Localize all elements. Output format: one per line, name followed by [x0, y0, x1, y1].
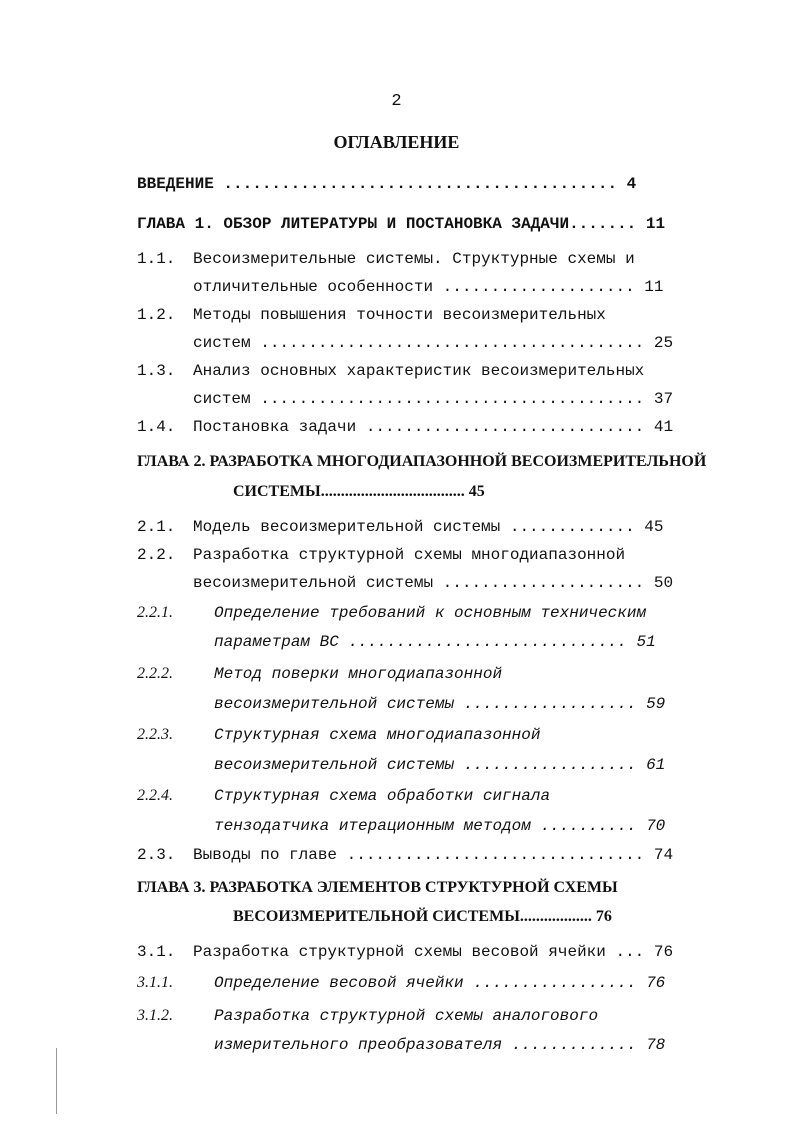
toc-entry-line — [0, 903, 793, 931]
toc-entry-text: Разработка структурной схемы аналогового — [214, 1007, 599, 1025]
toc-entry-line — [0, 541, 793, 569]
toc-entry-number: 2.3. — [137, 846, 176, 864]
toc-entry-text: Весоизмерительные системы. Структурные схемы и — [193, 250, 635, 268]
toc-entry-text: Разработка структурной схемы весовой ячейки ... 76 — [193, 943, 674, 961]
toc-entry-text: весоизмерительной системы ..................... 50 — [193, 574, 674, 592]
toc-entry-text: Постановка задачи ............................. 41 — [193, 418, 674, 436]
toc-entry-line — [0, 170, 793, 198]
toc-entry-text: ГЛАВА 3. РАЗРАБОТКА ЭЛЕМЕНТОВ СТРУКТУРНОЙ СХЕМЫ — [137, 879, 618, 896]
toc-entry-line — [0, 1031, 793, 1059]
toc-entry-line — [0, 385, 793, 413]
toc-entry-line — [0, 782, 793, 810]
toc-entry-text: ВЕСОИЗМЕРИТЕЛЬНОЙ СИСТЕМЫ.................. 76 — [233, 908, 612, 925]
toc-entry-text: весоизмерительной системы .................. 59 — [214, 695, 666, 713]
toc-entry-text: Метод поверки многодиапазонной — [214, 665, 503, 683]
toc-entry-text: Определение весовой ячейки ................. 76 — [214, 974, 666, 992]
toc-entry-line — [0, 1002, 793, 1030]
toc-entry-text: весоизмерительной системы .................. 61 — [214, 756, 666, 774]
toc-entry-number: 2.2.3. — [137, 726, 173, 743]
toc-entry-number: 1.4. — [137, 418, 176, 436]
toc-entry-text: отличительные особенности .................... 11 — [193, 278, 664, 296]
toc-entry-line — [0, 841, 793, 869]
toc-entry-text: Структурная схема многодиапазонной — [214, 726, 541, 744]
toc-entry-text: Анализ основных характеристик весоизмерительных — [193, 362, 645, 380]
toc-entry-line — [0, 628, 793, 656]
toc-entry-number: 2.1. — [137, 518, 176, 536]
toc-entry-line — [0, 721, 793, 749]
toc-entry-number: 2.2.2. — [137, 665, 173, 682]
toc-entry-line — [0, 357, 793, 385]
toc-entry-line — [0, 210, 793, 238]
toc-entry-line — [0, 569, 793, 597]
toc-entry-number: 2.2.4. — [137, 787, 173, 804]
toc-entry-line — [0, 413, 793, 441]
toc-entry-line — [0, 660, 793, 688]
toc-entry-line — [0, 513, 793, 541]
toc-entry-line — [0, 690, 793, 718]
toc-entry-text: Структурная схема обработки сигнала — [214, 787, 551, 805]
toc-entry-text: Методы повышения точности весоизмерительных — [193, 306, 606, 324]
toc-title: ОГЛАВЛЕНИЕ — [333, 132, 460, 152]
toc-entry-line — [0, 478, 793, 506]
toc-entry-line — [0, 938, 793, 966]
toc-entry-line — [0, 329, 793, 357]
toc-entry-text: Модель весоизмерительной системы ............. 45 — [193, 518, 664, 536]
scan-margin-mark — [56, 1048, 57, 1114]
toc-entry-text: ГЛАВА 1. ОБЗОР ЛИТЕРАТУРЫ И ПОСТАНОВКА ЗАДАЧИ....... 11 — [137, 215, 666, 233]
toc-entry-number: 3.1. — [137, 943, 176, 961]
toc-entry-number: 1.2. — [137, 306, 176, 324]
page-number: 2 — [391, 92, 402, 111]
toc-entry-line — [0, 599, 793, 627]
toc-entry-text: ГЛАВА 2. РАЗРАБОТКА МНОГОДИАПАЗОННОЙ ВЕСОИЗМЕРИТЕЛЬНОЙ — [137, 453, 707, 470]
toc-entry-text: тензодатчика итерационным методом .......... 70 — [214, 817, 666, 835]
toc-entry-line — [0, 301, 793, 329]
toc-entry-text: Выводы по главе ............................... 74 — [193, 846, 674, 864]
toc-entry-text: измерительного преобразователя ............. 78 — [214, 1036, 666, 1054]
toc-entry-text: Определение требований к основным техническим — [214, 604, 647, 622]
toc-entry-number: 2.2. — [137, 546, 176, 564]
toc-entry-text: систем ........................................ 37 — [193, 390, 674, 408]
toc-entry-number: 2.2.1. — [137, 604, 173, 621]
toc-entry-number: 3.1.2. — [137, 1007, 173, 1024]
toc-entry-line — [0, 969, 793, 997]
toc-entry-line — [0, 448, 793, 476]
toc-entry-number: 3.1.1. — [137, 974, 173, 991]
toc-entry-text: ВВЕДЕНИЕ ......................................... 4 — [137, 175, 637, 193]
toc-entry-number: 1.1. — [137, 250, 176, 268]
toc-entry-line — [0, 273, 793, 301]
toc-entry-line — [0, 874, 793, 902]
toc-entry-text: параметрам ВС ............................. 51 — [214, 633, 656, 651]
toc-entry-text: СИСТЕМЫ.................................... 45 — [233, 483, 485, 500]
toc-entry-line — [0, 245, 793, 273]
toc-entry-text: систем ........................................ 25 — [193, 334, 674, 352]
toc-entry-line — [0, 812, 793, 840]
toc-entry-number: 1.3. — [137, 362, 176, 380]
toc-entry-line — [0, 751, 793, 779]
toc-entry-text: Разработка структурной схемы многодиапазонной — [193, 546, 626, 564]
